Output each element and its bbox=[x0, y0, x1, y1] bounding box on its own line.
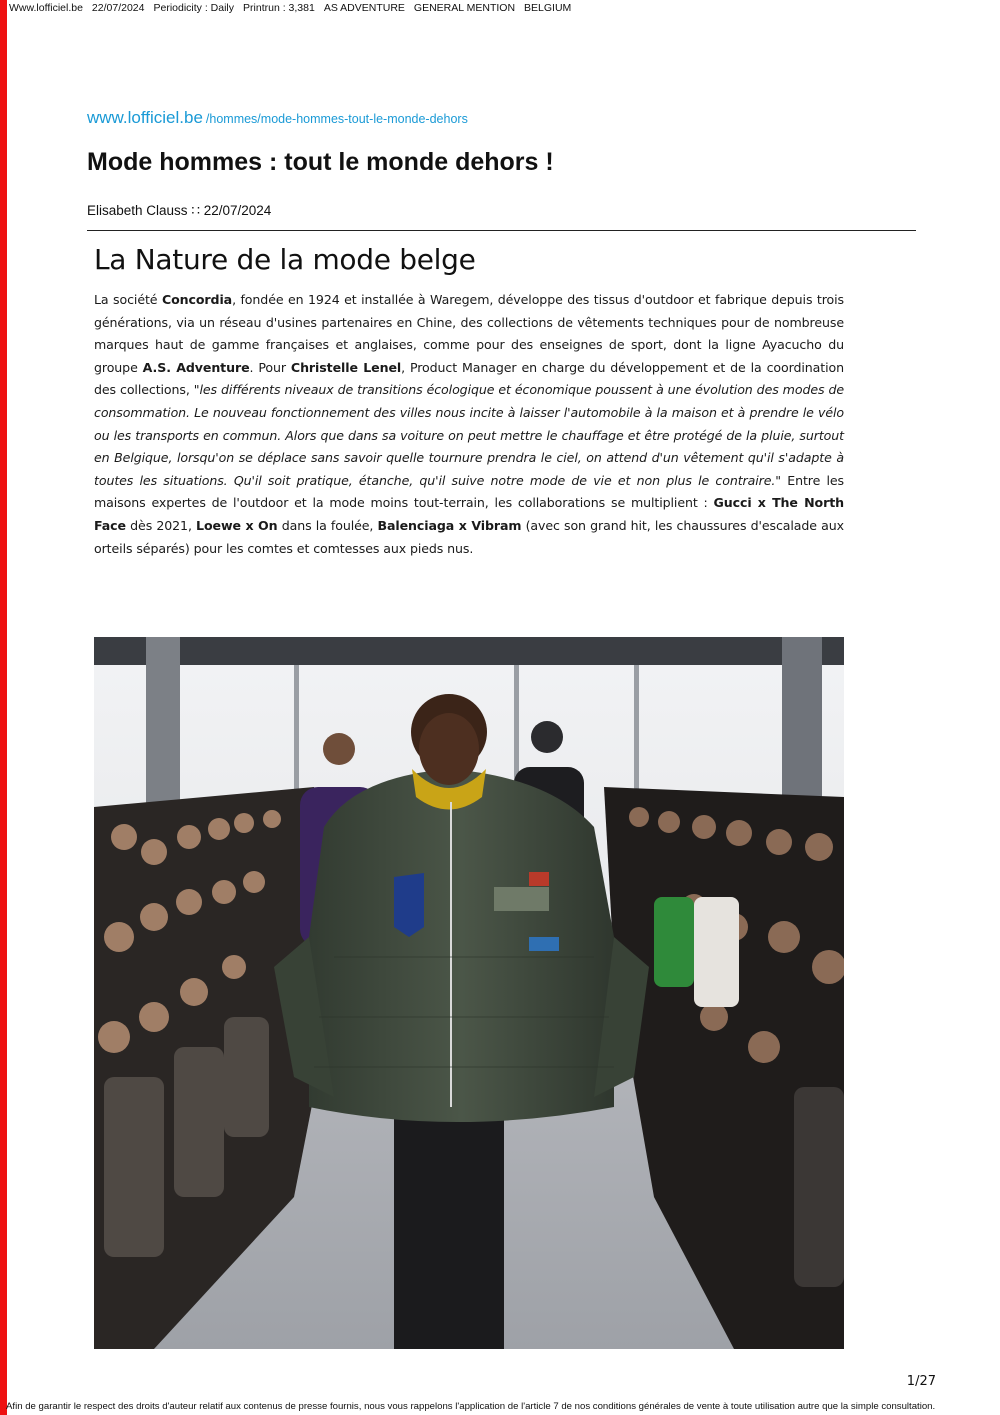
clipping-text-run: (avec son grand hit, les chaussures d'escalade aux orteils séparés) pour les comtes et comtesses aux pieds nus. bbox=[94, 517, 844, 556]
meta-site: Www.lofficiel.be bbox=[9, 2, 83, 14]
page-number: 1/27 bbox=[906, 1374, 936, 1389]
clipping-text-run: A.S. Adventure bbox=[142, 359, 250, 375]
clipping-text-run: Loewe x On bbox=[196, 517, 278, 533]
clipping-text-run: Gucci x The North Face bbox=[94, 495, 844, 533]
byline-separator: ∷ bbox=[191, 203, 200, 218]
press-metadata bbox=[9, 2, 580, 14]
runway-photo bbox=[94, 637, 844, 1349]
meta-periodicity: Periodicity : Daily bbox=[153, 2, 235, 14]
clipping-text-run: dès 2021, bbox=[125, 517, 197, 533]
clipping-text-run: La société bbox=[94, 292, 162, 307]
clipping-text-run: Concordia bbox=[161, 292, 233, 307]
clipping-text-run: Balenciaga x Vibram bbox=[377, 517, 522, 533]
source-path[interactable]: /hommes/mode-hommes-tout-le-monde-dehors bbox=[205, 112, 468, 126]
clipping-text-run: dans la foulée, bbox=[277, 517, 378, 533]
source-link[interactable] bbox=[87, 108, 468, 128]
clipping-text-run: les différents niveaux de transitions écologique et économique poussent à une évolution des modes de consommation. Le nouveau fonctionnement des villes nous incite à laisser l'automobile à la maison et à prendre le vélo ou les transports en commun. Alors que dans sa voiture on peut mettre le chauffage et être protégé de la pluie, surtout en Belgique, lorsqu'on se déplace sans savoir quelle tournure prendra le ciel, on attend d'un vêtement qu'il s'adapte à toutes les situations. Qu'il soit pratique, étanche, qu'il suive notre mode de vie et non plus le contraire. bbox=[94, 382, 844, 488]
author: Elisabeth Clauss bbox=[87, 203, 188, 218]
meta-country: BELGIUM bbox=[524, 2, 572, 14]
accent-bar bbox=[0, 0, 7, 1415]
clipping-text-run: , fondée en 1924 et installée à Waregem, développe des tissus d'outdoor et fabrique depuis trois générations, via un réseau d'usines partenaires en Chine, des collections de vêtements techniques pour de nombreuse marques haut de gamme françaises et anglaises, comme pour des enseignes de sport, dont la ligne Ayacucho du groupe bbox=[94, 292, 845, 375]
meta-printrun: Printrun : 3,381 bbox=[243, 2, 315, 14]
meta-date: 22/07/2024 bbox=[91, 2, 145, 14]
clipping-text-run: " Entre les maisons expertes de l'outdoor et la mode moins tout-terrain, les collaborations se multiplient : bbox=[94, 472, 844, 511]
divider bbox=[87, 230, 916, 231]
article-date: 22/07/2024 bbox=[203, 203, 272, 218]
byline bbox=[87, 203, 271, 219]
clipping-text-run: , Product Manager en charge du développement et de la coordination des collections, " bbox=[94, 359, 844, 398]
clipping-text-run: Christelle Lenel bbox=[290, 359, 402, 375]
clipping-body bbox=[94, 289, 844, 560]
clipping-heading: La Nature de la mode belge bbox=[94, 243, 476, 276]
meta-client: AS ADVENTURE bbox=[323, 2, 405, 14]
meta-mention: GENERAL MENTION bbox=[413, 2, 516, 14]
clipping-text-run: . Pour bbox=[249, 359, 291, 375]
copyright-disclaimer: Afin de garantir le respect des droits d'auteur relatif aux contenus de presse fournis, nous vous rappelons l'application de l'article 7 de nos conditions générales de vente à toute utilisation autre que la simple consultation. bbox=[6, 1401, 936, 1412]
source-domain[interactable]: www.lofficiel.be bbox=[87, 108, 203, 127]
article-title: Mode hommes : tout le monde dehors ! bbox=[87, 148, 554, 176]
